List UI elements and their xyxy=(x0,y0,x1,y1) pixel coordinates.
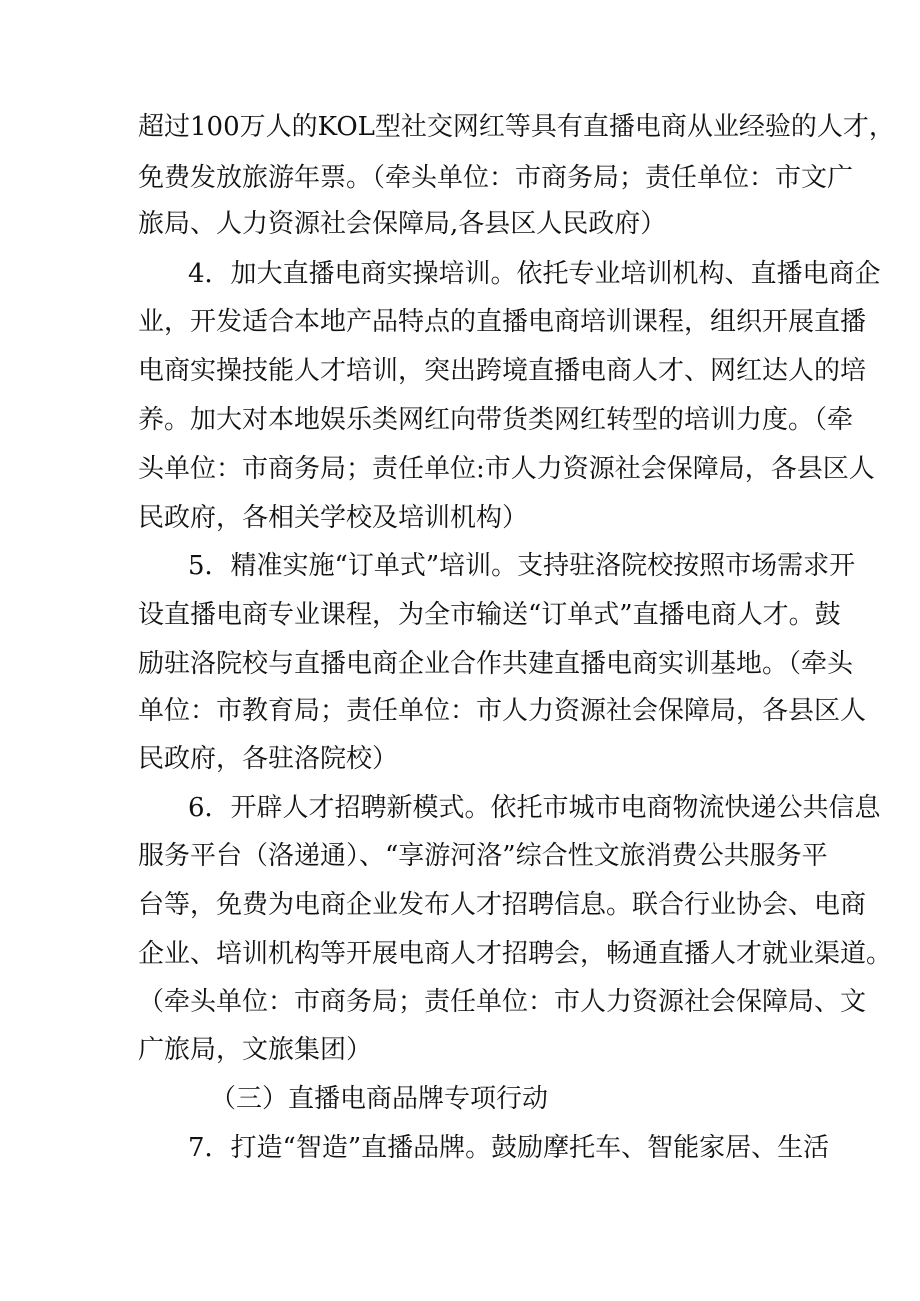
text-line-20: 广旅局，文旅集团） xyxy=(138,1035,373,1065)
text-line-19: （牵头单位：市商务局；责任单位：市人力资源社会保障局、文 xyxy=(138,987,867,1017)
text-line-6: 电商实操技能人才培训，突出跨境直播电商人才、网红达人的培 xyxy=(138,356,867,386)
text-line-4: 4．加大直播电商实操培训。依托专业培训机构、直播电商企 xyxy=(188,259,881,289)
text-line-3: 旅局、人力资源社会保障局,各县区人民政府） xyxy=(138,209,667,239)
text-line-15: 6．开辟人才招聘新模式。依托市城市电商物流快递公共信息 xyxy=(188,793,881,823)
section-heading: （三）直播电商品牌专项行动 xyxy=(210,1084,549,1114)
text-line-14: 民政府，各驻洛院校） xyxy=(138,744,399,774)
text-line-12: 励驻洛院校与直播电商企业合作共建直播电商实训基地。（牵头 xyxy=(138,649,854,679)
text-line-10: 5．精准实施“订单式”培训。支持驻洛院校按照市场需求开 xyxy=(188,551,856,581)
text-line-5: 业，开发适合本地产品特点的直播电商培训课程，组织开展直播 xyxy=(138,307,867,337)
text-line-11: 设直播电商专业课程，为全市输送“订单式”直播电商人才。鼓 xyxy=(138,600,841,630)
text-line-2: 免费发放旅游年票。（牵头单位：市商务局；责任单位：市文广 xyxy=(138,163,854,193)
text-line-16: 服务平台（洛递通）、“享游河洛”综合性文旅消费公共服务平 xyxy=(138,841,828,871)
text-line-18: 企业、培训机构等开展电商人才招聘会，畅通直播人才就业渠道。 xyxy=(138,939,893,969)
text-line-7: 养。加大对本地娱乐类网红向带货类网红转型的培训力度。（牵 xyxy=(138,405,854,435)
text-line-17: 台等，免费为电商企业发布人才招聘信息。联合行业协会、电商 xyxy=(138,890,867,920)
text-line-13: 单位：市教育局；责任单位：市人力资源社会保障局，各县区人 xyxy=(138,696,867,726)
text-line-8: 头单位：市商务局；责任单位:市人力资源社会保障局，各县区人 xyxy=(138,454,875,484)
text-line-9: 民政府，各相关学校及培训机构） xyxy=(138,503,529,533)
text-line-22: 7．打造“智造”直播品牌。鼓励摩托车、智能家居、生活 xyxy=(188,1133,830,1163)
text-line-1: 超过100万人的KOL型社交网红等具有直播电商从业经验的人才， xyxy=(138,112,895,142)
